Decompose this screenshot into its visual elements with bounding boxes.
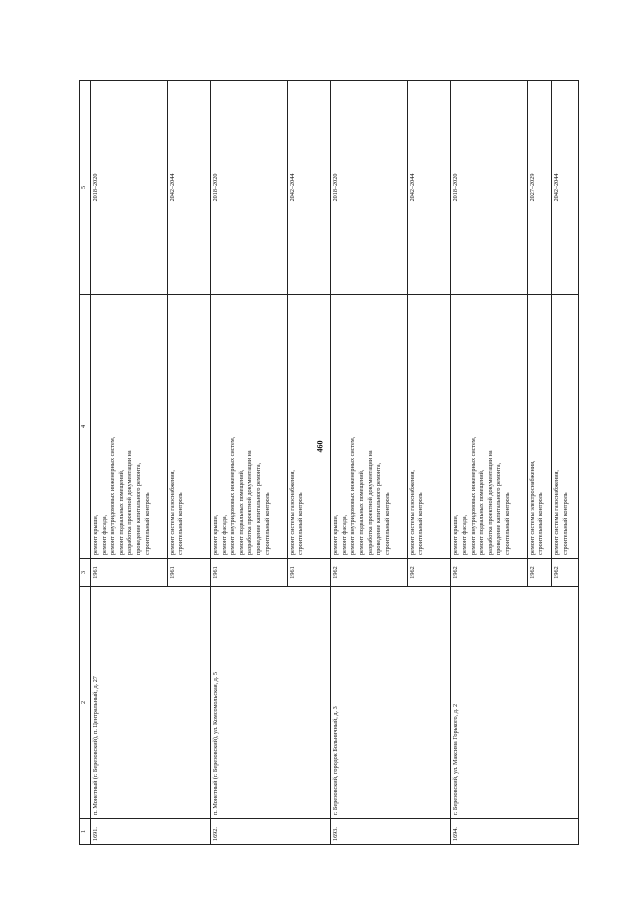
repair-period: 2018–2020 — [91, 81, 168, 295]
work-item: строительный контроль — [297, 492, 305, 555]
header-cell-3: 3 — [80, 559, 91, 587]
work-types — [527, 295, 551, 559]
rotated-table-area — [79, 81, 579, 845]
work-item: ремонт системы газоснабжения, — [288, 470, 296, 555]
work-item: ремонт внутридомовых инженерных систем, — [229, 436, 237, 555]
repair-period: 2018–2020 — [211, 81, 288, 295]
object-address: п. Монетный (г. Березовский), п. Центральный, д. 27 — [91, 587, 211, 819]
build-year: 1962 — [552, 559, 579, 587]
repair-period: 2042–2044 — [167, 81, 211, 295]
table-row — [331, 81, 408, 845]
work-item: ремонт системы газоснабжения, — [168, 470, 176, 555]
work-types — [167, 295, 211, 559]
object-number: 1691. — [91, 819, 211, 845]
work-item: строительный контроль — [537, 492, 545, 555]
table-body — [91, 81, 579, 845]
object-number: 1692. — [211, 819, 331, 845]
work-item: ремонт фасада, — [340, 514, 348, 555]
work-item: строительный контроль — [417, 492, 425, 555]
work-item: проведение капитального ремонта, — [495, 462, 503, 555]
work-item: разработка проектной документации на — [486, 450, 494, 555]
work-types — [211, 295, 288, 559]
table-row — [451, 81, 528, 845]
build-year: 1961 — [211, 559, 288, 587]
build-year: 1962 — [451, 559, 528, 587]
object-address: п. Монетный (г. Березовский), ул. Комсомольская, д. 5 — [211, 587, 331, 819]
work-item: строительный контроль — [177, 492, 185, 555]
work-item: ремонт внутридомовых инженерных систем, — [109, 436, 117, 555]
work-item: ремонт внутридомовых инженерных систем, — [349, 436, 357, 555]
table-row — [211, 81, 288, 845]
table-row — [91, 81, 168, 845]
work-item: ремонт подвальных помещений, — [117, 469, 125, 555]
work-types — [287, 295, 331, 559]
work-types — [552, 295, 579, 559]
work-item: строительный контроль — [561, 492, 569, 555]
work-item: проведение капитального ремонта, — [134, 462, 142, 555]
work-item: ремонт крыши, — [452, 514, 460, 555]
work-item: ремонт внутридомовых инженерных систем, — [469, 436, 477, 555]
repair-period: 2042–2044 — [552, 81, 579, 295]
repair-period: 2018–2020 — [451, 81, 528, 295]
header-cell-5: 5 — [80, 81, 91, 295]
repair-period: 2042–2044 — [407, 81, 451, 295]
work-types — [331, 295, 408, 559]
repair-period: 2018–2020 — [331, 81, 408, 295]
object-address: г. Березовский, городок Больничный, д. 3 — [331, 587, 451, 819]
work-item: ремонт крыши, — [212, 514, 220, 555]
build-year: 1961 — [287, 559, 331, 587]
header-cell-4: 4 — [80, 295, 91, 559]
table-wrapper — [79, 81, 579, 845]
work-types — [407, 295, 451, 559]
work-item: ремонт подвальных помещений, — [478, 469, 486, 555]
work-types — [451, 295, 528, 559]
work-item: ремонт фасада, — [460, 514, 468, 555]
build-year: 1961 — [167, 559, 211, 587]
work-item: разработка проектной документации на — [246, 450, 254, 555]
header-row — [80, 81, 91, 845]
work-item: ремонт системы электроснабжения, — [528, 460, 536, 555]
work-item: строительный контроль — [143, 492, 151, 555]
work-item: ремонт системы газоснабжения, — [553, 470, 561, 555]
object-address: г. Березовский, ул. Максима Горького, д. 2 — [451, 587, 579, 819]
work-item: ремонт подвальных помещений, — [358, 469, 365, 555]
object-number: 1693. — [331, 819, 451, 845]
work-types — [91, 295, 168, 559]
repair-period: 2042–2044 — [287, 81, 331, 295]
header-cell-1: 1 — [80, 819, 91, 845]
work-item: разработка проектной документации на — [366, 450, 374, 555]
build-year: 1961 — [91, 559, 168, 587]
repair-schedule-table — [79, 80, 579, 845]
work-item: ремонт фасада, — [220, 514, 228, 555]
work-item: строительный контроль — [503, 492, 511, 555]
work-item: строительный контроль — [263, 492, 271, 555]
work-item: проведение капитального ремонта, — [375, 462, 383, 555]
work-item: ремонт системы газоснабжения, — [408, 470, 416, 555]
repair-period: 2027–2029 — [527, 81, 551, 295]
work-item: разработка проектной документации на — [126, 450, 134, 555]
work-item: ремонт крыши, — [92, 514, 99, 555]
build-year: 1962 — [527, 559, 551, 587]
work-item: ремонт фасада, — [100, 514, 108, 555]
work-item: ремонт подвальных помещений, — [237, 469, 245, 555]
build-year: 1962 — [331, 559, 408, 587]
build-year: 1962 — [407, 559, 451, 587]
page-number: 460 — [315, 440, 325, 453]
work-item: ремонт крыши, — [332, 514, 340, 555]
work-item: строительный контроль — [383, 492, 391, 555]
work-item: проведение капитального ремонта, — [255, 462, 263, 555]
object-number: 1694. — [451, 819, 579, 845]
header-cell-2: 2 — [80, 587, 91, 819]
